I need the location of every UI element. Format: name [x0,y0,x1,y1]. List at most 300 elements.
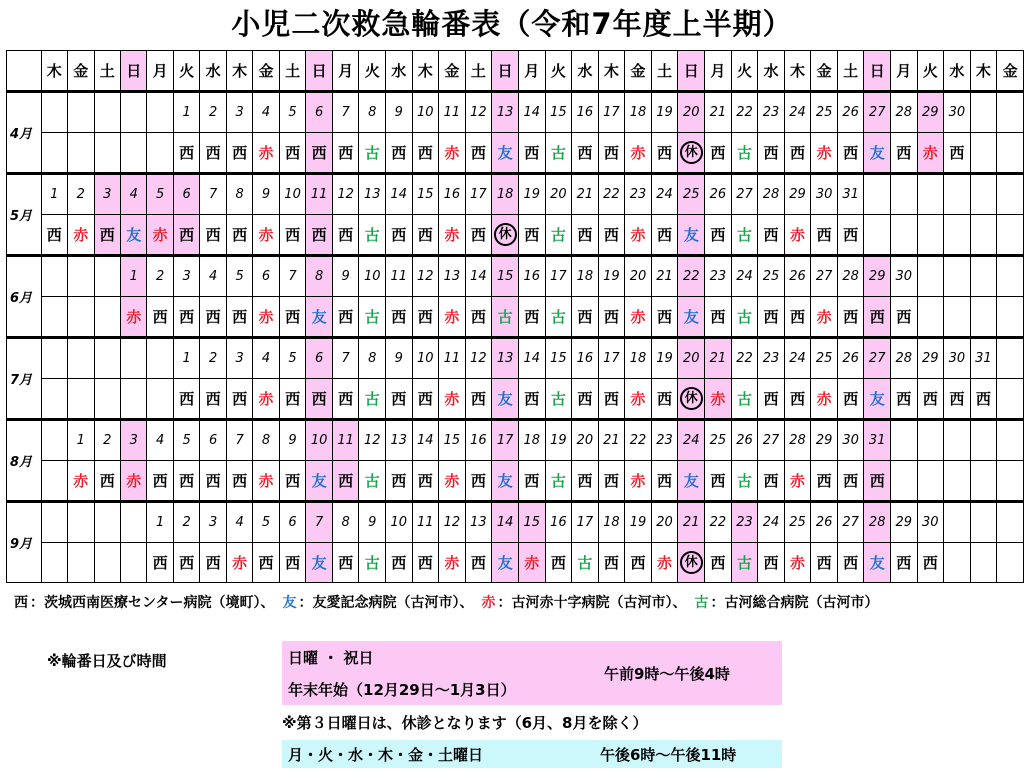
empty-cell [41,502,67,543]
weekday-header: 金 [997,51,1024,92]
weekday-header: 土 [837,51,864,92]
duty-hospital: 赤 [811,379,838,420]
empty-cell [68,256,94,297]
empty-cell [147,133,173,174]
day-number: 6 [200,420,226,461]
empty-cell [120,543,146,583]
weekday-header: 火 [917,51,944,92]
day-number: 28 [890,92,917,133]
day-number: 4 [120,174,146,215]
day-number: 7 [200,174,226,215]
empty-cell [94,543,120,583]
day-number: 17 [465,174,492,215]
day-number: 19 [545,420,572,461]
day-number: 25 [784,502,811,543]
weekday-header: 火 [545,51,572,92]
new-year-label: 年末年始（12月29日～1月3日） [288,681,516,699]
day-number: 1 [173,338,199,379]
day-number: 8 [359,92,386,133]
sunday-hours: 午前9時～午後4時 [604,665,730,683]
weekday-header: 月 [519,51,546,92]
day-number: 4 [253,338,279,379]
duty-hospital: 赤 [439,133,466,174]
day-number: 31 [864,420,891,461]
duty-hospital: 西 [226,297,252,338]
empty-cell [970,174,997,215]
duty-hospital: 西 [651,379,678,420]
duty-hospital: 西 [465,543,492,583]
weekday-header: 金 [68,51,94,92]
duty-hospital: 赤 [519,543,546,583]
day-number: 22 [678,256,705,297]
day-number: 27 [731,174,758,215]
day-number: 17 [545,256,572,297]
day-number: 13 [385,420,412,461]
duty-hospital: 西 [598,133,625,174]
duty-hospital: 赤 [226,543,252,583]
duty-hospital: 友 [678,461,705,502]
day-number: 5 [253,502,279,543]
duty-hospital: 西 [200,297,226,338]
weekday-header: 金 [439,51,466,92]
empty-cell [970,502,997,543]
duty-hospital: 赤 [253,133,279,174]
duty-hospital: 西 [147,543,173,583]
duty-hospital: 古 [545,461,572,502]
duty-hospital: 西 [519,297,546,338]
duty-hospital: 西 [465,215,492,256]
empty-cell [120,92,146,133]
day-number: 30 [890,256,917,297]
day-number: 22 [705,502,732,543]
empty-cell [970,543,997,583]
duty-hospital: 古 [731,215,758,256]
empty-cell [94,502,120,543]
day-number: 26 [837,338,864,379]
duty-hospital: 赤 [439,543,466,583]
duty-hospital: 西 [332,379,359,420]
day-number: 7 [226,420,252,461]
day-number: 9 [359,502,386,543]
duty-hospital: 西 [465,461,492,502]
duty-hospital: 古 [731,461,758,502]
empty-cell [997,256,1024,297]
duty-hospital: 赤 [811,297,838,338]
duty-hospital: 西 [837,133,864,174]
duty-hospital: 西 [784,379,811,420]
day-number: 9 [385,338,412,379]
day-number: 28 [784,420,811,461]
day-number: 12 [439,502,466,543]
duty-hospital: 西 [226,215,252,256]
day-number: 12 [465,338,492,379]
empty-cell [68,379,94,420]
day-number: 17 [572,502,599,543]
empty-cell [41,543,67,583]
day-number: 25 [678,174,705,215]
month-label: 9月 [7,502,42,583]
duty-hospital: 西 [173,133,199,174]
day-number: 21 [705,338,732,379]
day-number: 3 [173,256,199,297]
duty-hospital: 赤 [120,461,146,502]
duty-hospital: 西 [253,543,279,583]
duty-hospital: 西 [412,297,439,338]
third-sunday-note: ※第３日曜日は、休診となります（6月、8月を除く） [282,714,648,732]
empty-cell [120,379,146,420]
duty-hospital: 西 [758,215,785,256]
day-number: 9 [385,92,412,133]
day-number: 14 [519,92,546,133]
duty-hospital: 友 [492,379,519,420]
weekday-header: 月 [890,51,917,92]
duty-hospital: 西 [279,461,306,502]
duty-hospital: 西 [944,379,971,420]
day-number: 10 [412,338,439,379]
day-number: 6 [253,256,279,297]
legend-text: ：茨城西南医療センター病院（境町）、 [30,595,275,611]
duty-hospital: 西 [784,133,811,174]
day-number: 1 [173,92,199,133]
duty-hospital: 友 [120,215,146,256]
day-number: 5 [279,338,306,379]
duty-hospital: 西 [811,215,838,256]
day-number: 2 [68,174,94,215]
empty-cell [944,461,971,502]
duty-hospital: 赤 [439,461,466,502]
duty-hospital: 赤 [253,461,279,502]
duty-hospital: 西 [147,297,173,338]
duty-hospital: 西 [200,461,226,502]
day-number: 31 [970,338,997,379]
duty-hospital: 西 [837,297,864,338]
duty-hospital: 西 [970,379,997,420]
day-number: 2 [94,420,120,461]
empty-cell [120,338,146,379]
duty-hospital: 西 [94,215,120,256]
duty-hospital: 古 [545,379,572,420]
duty-hospital: 西 [385,461,412,502]
duty-hospital: 西 [412,543,439,583]
day-number: 11 [412,502,439,543]
duty-hospital: 西 [572,133,599,174]
empty-cell [68,92,94,133]
duty-hospital: 西 [705,215,732,256]
empty-cell [997,543,1024,583]
day-number: 24 [651,174,678,215]
day-number: 2 [200,338,226,379]
duty-hospital: 西 [332,133,359,174]
duty-hospital: 友 [678,215,705,256]
duty-hospital: 赤 [147,215,173,256]
duty-hospital: 赤 [253,215,279,256]
duty-hospital [678,133,705,174]
duty-hospital: 西 [173,215,199,256]
day-number: 31 [837,174,864,215]
day-number: 26 [811,502,838,543]
duty-hospital: 西 [385,297,412,338]
duty-hospital: 西 [306,379,333,420]
weekday-header: 水 [385,51,412,92]
empty-cell [94,256,120,297]
empty-cell [94,92,120,133]
day-number: 15 [545,338,572,379]
duty-hospital: 古 [572,543,599,583]
duty-hospital: 古 [359,379,386,420]
day-number: 7 [332,92,359,133]
duty-hospital: 古 [545,297,572,338]
day-number: 8 [359,338,386,379]
day-number: 16 [465,420,492,461]
duty-hospital: 西 [173,461,199,502]
day-number: 2 [200,92,226,133]
day-number: 18 [625,92,652,133]
day-number: 10 [359,256,386,297]
duty-hospital: 西 [412,379,439,420]
day-number: 13 [359,174,386,215]
day-number: 25 [758,256,785,297]
day-number: 3 [120,420,146,461]
day-number: 1 [120,256,146,297]
duty-hospital: 古 [731,297,758,338]
duty-hospital: 西 [385,379,412,420]
day-number: 24 [731,256,758,297]
empty-cell [970,215,997,256]
duty-hospital: 西 [465,133,492,174]
empty-cell [147,379,173,420]
day-number: 18 [598,502,625,543]
empty-cell [970,420,997,461]
empty-cell [94,338,120,379]
duty-hospital: 西 [173,379,199,420]
day-number: 26 [837,92,864,133]
empty-cell [68,297,94,338]
empty-cell [41,379,67,420]
empty-cell [68,338,94,379]
day-number: 23 [758,338,785,379]
duty-hospital: 友 [492,133,519,174]
duty-hospital: 友 [306,461,333,502]
duty-hospital: 西 [864,461,891,502]
empty-cell [944,174,971,215]
empty-cell [917,256,944,297]
empty-cell [997,379,1024,420]
duty-hospital: 赤 [651,543,678,583]
duty-hospital: 西 [598,297,625,338]
day-number: 11 [332,420,359,461]
month-label: 6月 [7,256,42,338]
duty-hospital: 西 [572,461,599,502]
day-number: 18 [519,420,546,461]
day-number: 30 [917,502,944,543]
empty-cell [970,297,997,338]
day-number: 4 [253,92,279,133]
day-number: 20 [625,256,652,297]
empty-cell [41,256,67,297]
day-number: 5 [279,92,306,133]
duty-hospital: 西 [758,297,785,338]
duty-hospital: 西 [332,297,359,338]
empty-cell [997,461,1024,502]
day-number: 10 [385,502,412,543]
day-number: 23 [705,256,732,297]
day-number: 26 [705,174,732,215]
empty-cell [944,297,971,338]
day-number: 30 [944,338,971,379]
duty-hospital: 西 [200,543,226,583]
day-number: 29 [917,338,944,379]
day-number: 20 [545,174,572,215]
day-number: 17 [492,420,519,461]
duty-hospital: 西 [837,461,864,502]
duty-hospital: 西 [572,379,599,420]
duty-hospital: 西 [837,215,864,256]
day-number: 13 [492,338,519,379]
day-number: 26 [731,420,758,461]
duty-hospital: 赤 [68,461,94,502]
day-number: 4 [226,502,252,543]
weekday-header: 月 [147,51,173,92]
day-number: 8 [253,420,279,461]
closed-mark: 休 [680,141,703,164]
calendar-table [6,50,1024,583]
day-number: 23 [758,92,785,133]
legend-code: 友 [282,595,297,611]
duty-hospital: 西 [705,297,732,338]
weekday-header: 土 [279,51,306,92]
day-number: 17 [598,92,625,133]
weekday-header: 金 [811,51,838,92]
empty-cell [68,543,94,583]
weekday-header: 火 [359,51,386,92]
duty-hospital: 赤 [811,133,838,174]
day-number: 11 [439,92,466,133]
legend-text: ：友愛記念病院（古河市）、 [298,595,474,611]
duty-hospital: 西 [465,379,492,420]
empty-cell [41,461,67,502]
duty-hospital: 西 [758,133,785,174]
duty-hospital: 西 [758,379,785,420]
empty-cell [41,420,67,461]
day-number: 16 [572,338,599,379]
empty-cell [147,338,173,379]
duty-hospital: 西 [651,133,678,174]
duty-hospital: 赤 [625,297,652,338]
duty-hospital: 西 [598,461,625,502]
empty-cell [917,461,944,502]
hospital-legend [14,592,886,612]
duty-hospital: 西 [147,461,173,502]
duty-hospital: 西 [173,297,199,338]
day-number: 27 [811,256,838,297]
day-number: 15 [545,92,572,133]
duty-hospital: 西 [41,215,67,256]
duty-hospital: 古 [359,543,386,583]
duty-hospital: 西 [572,215,599,256]
day-number: 10 [306,420,333,461]
day-number: 27 [864,338,891,379]
day-number: 17 [598,338,625,379]
weekday-header: 日 [678,51,705,92]
duty-hospital: 西 [226,133,252,174]
day-number: 22 [625,420,652,461]
empty-cell [864,215,891,256]
duty-hospital: 西 [519,461,546,502]
duty-hospital: 西 [758,543,785,583]
duty-hospital: 友 [678,297,705,338]
day-number: 1 [68,420,94,461]
empty-cell [970,133,997,174]
weekday-header: 金 [253,51,279,92]
day-number: 16 [572,92,599,133]
day-number: 21 [678,502,705,543]
weekday-header: 水 [572,51,599,92]
weekday-header: 土 [465,51,492,92]
month-label: 5月 [7,174,42,256]
empty-cell [890,461,917,502]
empty-cell [147,92,173,133]
day-number: 24 [784,92,811,133]
day-number: 30 [837,420,864,461]
empty-cell [997,92,1024,133]
duty-hospital: 西 [598,379,625,420]
day-number: 15 [412,174,439,215]
day-number: 1 [147,502,173,543]
weekday-header: 木 [598,51,625,92]
day-number: 24 [758,502,785,543]
month-label: 7月 [7,338,42,420]
day-number: 20 [651,502,678,543]
day-number: 18 [572,256,599,297]
empty-cell [890,174,917,215]
month-label: 8月 [7,420,42,502]
empty-cell [997,297,1024,338]
empty-cell [120,133,146,174]
day-number: 5 [173,420,199,461]
duty-hospital: 西 [279,297,306,338]
empty-cell [94,297,120,338]
empty-cell [41,297,67,338]
duty-hospital: 西 [811,461,838,502]
duty-hospital: 友 [492,543,519,583]
day-number: 8 [306,256,333,297]
weekday-header: 木 [226,51,252,92]
duty-hospital: 西 [279,133,306,174]
weekday-header: 木 [412,51,439,92]
duty-hospital: 西 [651,215,678,256]
day-number: 14 [385,174,412,215]
duty-hospital: 赤 [705,379,732,420]
day-number: 5 [147,174,173,215]
empty-cell [997,215,1024,256]
duty-hospital: 西 [705,461,732,502]
day-number: 27 [758,420,785,461]
empty-cell [890,420,917,461]
day-number: 25 [705,420,732,461]
weekday-header: 月 [705,51,732,92]
duty-hospital: 赤 [784,215,811,256]
day-number: 12 [412,256,439,297]
duty-hospital: 赤 [917,133,944,174]
duty-hospital: 西 [784,297,811,338]
day-number: 30 [944,92,971,133]
duty-hospital: 古 [545,215,572,256]
weekday-box [282,740,782,768]
empty-cell [68,502,94,543]
duty-hospital: 西 [279,379,306,420]
duty-hospital [678,379,705,420]
legend-text: ：古河総合病院（古河市） [710,595,879,611]
